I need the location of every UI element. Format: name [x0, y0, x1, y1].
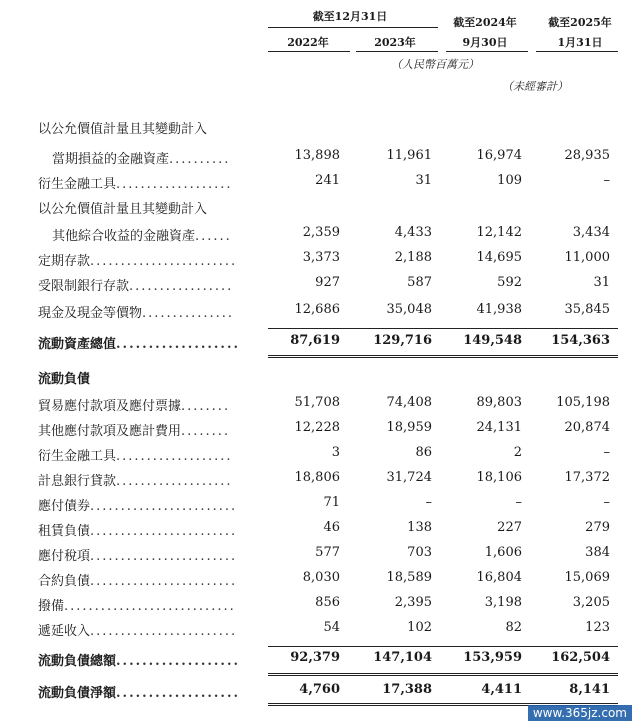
cell-value: 89,803 — [476, 395, 522, 410]
cell-value: 1,606 — [484, 545, 522, 560]
row-label-text: 以公允價值計量且其變動計入 — [38, 202, 208, 217]
leader-dots: ............................ — [64, 599, 236, 614]
row-label — [38, 682, 240, 701]
cell-value: 149,548 — [463, 333, 522, 348]
table-row — [0, 495, 640, 517]
row-label — [38, 495, 237, 514]
leader-dots: ............... — [142, 306, 235, 321]
cell-value: 92,379 — [290, 650, 340, 665]
cell-value: 384 — [585, 545, 610, 560]
header-col-sep-top: 截至2024年 — [453, 16, 517, 29]
cell-value: 18,106 — [476, 470, 522, 485]
cell-value: 4,411 — [481, 682, 522, 697]
cell-value: 587 — [407, 275, 432, 290]
leader-dots: ........ — [181, 424, 231, 439]
cell-value: – — [603, 445, 610, 460]
header-rule-2022 — [268, 51, 350, 52]
cell-value: 18,806 — [294, 470, 340, 485]
cell-value: – — [603, 173, 610, 188]
row-label-text: 其他綜合收益的金融資產 — [52, 229, 196, 244]
total-rule-net-1 — [268, 703, 618, 704]
cell-value: 3 — [331, 445, 340, 460]
table-row — [0, 225, 640, 247]
cell-value: 123 — [585, 620, 610, 635]
row-label-text: 定期存款 — [38, 254, 91, 269]
unit-label: （人民幣百萬元） — [391, 58, 479, 71]
header-col-jan-bottom: 1月31日 — [557, 36, 603, 49]
cell-value: 703 — [407, 545, 432, 560]
cell-value: 74,408 — [386, 395, 432, 410]
header-rule-jan — [536, 51, 618, 52]
cell-value: 2,359 — [302, 225, 340, 240]
cell-value: 35,048 — [386, 302, 432, 317]
cell-value: 54 — [323, 620, 340, 635]
table-row — [0, 620, 640, 642]
cell-value: 15,069 — [564, 570, 610, 585]
row-label-text: 計息銀行貸款 — [38, 474, 117, 489]
table-row — [0, 275, 640, 297]
table-row — [0, 250, 640, 272]
table-row — [0, 545, 640, 567]
row-label-text: 流動負債總額 — [38, 654, 117, 669]
cell-value: 4,760 — [299, 682, 340, 697]
cell-value: 13,898 — [294, 148, 340, 163]
leader-dots: ........................ — [90, 524, 238, 539]
cell-value: 28,935 — [564, 148, 610, 163]
row-label-text: 以公允價值計量且其變動計入 — [38, 122, 208, 137]
row-label-text: 受限制銀行存款 — [38, 279, 130, 294]
leader-dots: ........................ — [90, 499, 238, 514]
cell-value: 87,619 — [290, 333, 340, 348]
cell-value: 71 — [323, 495, 340, 510]
leader-dots: ........................ — [90, 254, 238, 269]
header-rule-sep — [446, 51, 528, 52]
row-label — [38, 570, 237, 589]
cell-value: 105,198 — [556, 395, 610, 410]
row-label — [38, 420, 230, 439]
row-label-text: 流動負債淨額 — [38, 686, 117, 701]
unaudited-label: （未經審計） — [502, 80, 568, 93]
cell-value: 24,131 — [476, 420, 522, 435]
leader-dots: ........................ — [90, 574, 238, 589]
cell-value: 147,104 — [373, 650, 432, 665]
cell-value: 856 — [315, 595, 340, 610]
cell-value: 12,228 — [294, 420, 340, 435]
header-col-2022: 2022年 — [287, 36, 329, 49]
row-label-text: 遞延收入 — [38, 624, 91, 639]
cell-value: 12,142 — [476, 225, 522, 240]
cell-value: 3,373 — [302, 250, 340, 265]
table-row — [0, 445, 640, 467]
row-label-text: 衍生金融工具 — [38, 449, 117, 464]
cell-value: 279 — [585, 520, 610, 535]
cell-value: 18,589 — [386, 570, 432, 585]
leader-dots: ................... — [116, 337, 241, 352]
header-col-jan-top: 截至2025年 — [548, 16, 612, 29]
row-label-text: 現金及現金等價物 — [38, 306, 143, 321]
row-label — [38, 333, 240, 352]
cell-value: 241 — [315, 173, 340, 188]
cell-value: 154,363 — [551, 333, 610, 348]
cell-value: 109 — [497, 173, 522, 188]
row-label — [38, 173, 233, 192]
row-label — [38, 198, 207, 217]
leader-dots: ................... — [116, 474, 233, 489]
cell-value: 8,141 — [569, 682, 610, 697]
cell-value: 162,504 — [551, 650, 610, 665]
row-label — [38, 395, 230, 414]
row-label — [38, 650, 240, 669]
header-group-rule — [268, 27, 438, 28]
subtotal-rule-assets — [268, 328, 618, 329]
leader-dots: .......... — [169, 152, 231, 167]
cell-value: – — [603, 495, 610, 510]
leader-dots: ................... — [116, 654, 241, 669]
leader-dots: ........ — [181, 399, 231, 414]
cell-value: 17,372 — [564, 470, 610, 485]
cell-value: 11,000 — [564, 250, 610, 265]
cell-value: 3,198 — [484, 595, 522, 610]
total-rule-liab-2 — [268, 675, 618, 676]
cell-value: 8,030 — [302, 570, 340, 585]
row-label-text: 當期損益的金融資產 — [52, 152, 170, 167]
cell-value: 41,938 — [476, 302, 522, 317]
row-label — [38, 445, 233, 464]
row-label — [38, 620, 237, 639]
cell-value: 4,433 — [394, 225, 432, 240]
row-label — [38, 275, 233, 294]
row-label — [38, 470, 233, 489]
row-label — [38, 118, 207, 137]
cell-value: 86 — [415, 445, 432, 460]
cell-value: 31,724 — [386, 470, 432, 485]
cell-value: 227 — [497, 520, 522, 535]
table-row — [0, 595, 640, 617]
cell-value: – — [515, 495, 522, 510]
cell-value: 2 — [513, 445, 522, 460]
leader-dots: ........................ — [90, 549, 238, 564]
cell-value: 138 — [407, 520, 432, 535]
row-label-text: 應付稅項 — [38, 549, 91, 564]
cell-value: 51,708 — [294, 395, 340, 410]
table-row — [0, 395, 640, 417]
table-row — [0, 570, 640, 592]
cell-value: 927 — [315, 275, 340, 290]
header-rule-2023 — [356, 51, 438, 52]
row-label-text: 合約負債 — [38, 574, 91, 589]
row-label-text: 應付債券 — [38, 499, 91, 514]
cell-value: 14,695 — [476, 250, 522, 265]
table-row — [0, 173, 640, 195]
cell-value: 31 — [415, 173, 432, 188]
cell-value: 11,961 — [386, 148, 432, 163]
cell-value: 18,959 — [386, 420, 432, 435]
row-label-text: 流動負債 — [38, 372, 91, 387]
row-label — [38, 595, 236, 614]
table-row — [0, 520, 640, 542]
cell-value: 153,959 — [463, 650, 522, 665]
cell-value: 35,845 — [564, 302, 610, 317]
leader-dots: ................... — [116, 449, 233, 464]
row-label-text: 貿易應付款項及應付票據 — [38, 399, 182, 414]
cell-value: 12,686 — [294, 302, 340, 317]
table-row — [0, 333, 640, 355]
cell-value: 129,716 — [373, 333, 432, 348]
table-row — [0, 420, 640, 442]
cell-value: – — [425, 495, 432, 510]
cell-value: 31 — [593, 275, 610, 290]
row-label-text: 衍生金融工具 — [38, 177, 117, 192]
row-label — [38, 368, 90, 387]
total-rule-liab-1 — [268, 673, 618, 674]
cell-value: 20,874 — [564, 420, 610, 435]
cell-value: 102 — [407, 620, 432, 635]
cell-value: 2,395 — [394, 595, 432, 610]
cell-value: 592 — [497, 275, 522, 290]
subtotal-rule-liab — [268, 646, 618, 647]
cell-value: 3,434 — [572, 225, 610, 240]
row-label — [52, 225, 232, 244]
cell-value: 46 — [323, 520, 340, 535]
table-row — [0, 368, 640, 390]
cell-value: 16,804 — [476, 570, 522, 585]
watermark: www.365jz.com — [528, 705, 632, 721]
header-col-sep-bottom: 9月30日 — [462, 36, 508, 49]
leader-dots: ...... — [195, 229, 232, 244]
leader-dots: ................... — [116, 177, 233, 192]
cell-value: 16,974 — [476, 148, 522, 163]
cell-value: 82 — [505, 620, 522, 635]
table-row — [0, 198, 640, 220]
header-group-label: 截至12月31日 — [312, 10, 388, 23]
cell-value: 3,205 — [572, 595, 610, 610]
row-label-text: 撥備 — [38, 599, 65, 614]
cell-value: 17,388 — [382, 682, 432, 697]
row-label-text: 其他應付款項及應計費用 — [38, 424, 182, 439]
total-rule-assets-2 — [268, 357, 618, 358]
table-row — [0, 118, 640, 140]
header-col-2023: 2023年 — [374, 36, 416, 49]
row-label — [52, 148, 230, 167]
table-row — [0, 470, 640, 492]
row-label-text: 租賃負債 — [38, 524, 91, 539]
row-label — [38, 520, 237, 539]
table-row — [0, 148, 640, 170]
row-label — [38, 250, 237, 269]
table-row — [0, 650, 640, 672]
row-label — [38, 302, 234, 321]
cell-value: 577 — [315, 545, 340, 560]
total-rule-assets-1 — [268, 355, 618, 356]
leader-dots: ................... — [116, 686, 241, 701]
cell-value: 2,188 — [394, 250, 432, 265]
leader-dots: ................. — [129, 279, 234, 294]
table-row — [0, 302, 640, 324]
leader-dots: ........................ — [90, 624, 238, 639]
table-row — [0, 682, 640, 704]
row-label — [38, 545, 237, 564]
row-label-text: 流動資產總值 — [38, 337, 117, 352]
